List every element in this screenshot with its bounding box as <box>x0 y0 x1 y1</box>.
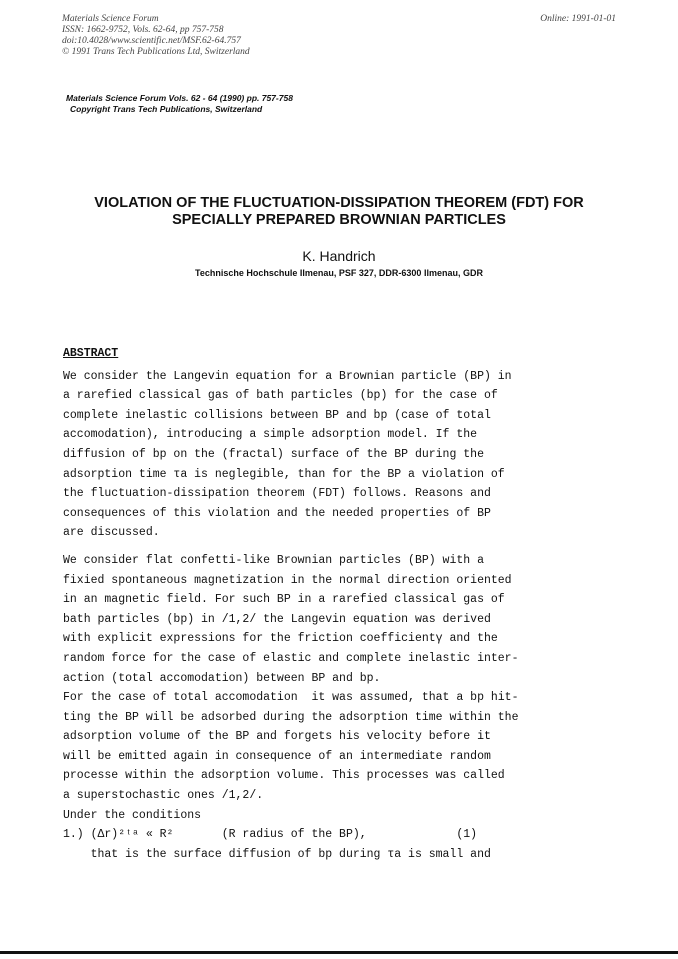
equation-line: 1.) (Δr)²ᵗᵃ « R² (R radius of the BP), (1) <box>63 828 478 842</box>
abstract-line: complete inelastic collisions between BP and bp (case of total <box>63 408 491 422</box>
body-line: bath particles (bp) in /1,2/ the Langevin equation was derived <box>63 612 491 626</box>
body-paragraph-3 <box>63 806 608 865</box>
meta-doi: doi:10.4028/www.scientific.net/MSF.62-64.757 <box>62 36 241 46</box>
meta-copyright: © 1991 Trans Tech Publications Ltd, Switzerland <box>62 47 250 57</box>
body-line: Under the conditions <box>63 808 202 822</box>
body-paragraph-2 <box>63 688 608 806</box>
online-date: Online: 1991-01-01 <box>540 14 616 24</box>
body-line: action (total accomodation) between BP and bp. <box>63 671 381 685</box>
abstract-line: the fluctuation-dissipation theorem (FDT) follows. Reasons and <box>63 487 491 501</box>
body-line: random force for the case of elastic and complete inelastic inter- <box>63 651 519 665</box>
body-line: adsorption volume of the BP and forgets his velocity before it <box>63 730 491 744</box>
body-line: processe within the adsorption volume. This processes was called <box>63 769 505 783</box>
meta-journal: Materials Science Forum <box>62 14 159 24</box>
body-line: fixied spontaneous magnetization in the normal direction oriented <box>63 573 512 587</box>
author-name: K. Handrich <box>302 248 376 264</box>
abstract-heading: ABSTRACT <box>63 347 119 360</box>
journal-citation <box>66 93 293 115</box>
title-line-2: SPECIALLY PREPARED BROWNIAN PARTICLES <box>172 212 506 228</box>
paper-body <box>63 344 608 864</box>
abstract-line: We consider the Langevin equation for a Brownian particle (BP) in <box>63 369 512 383</box>
journal-volume-line: Materials Science Forum Vols. 62 - 64 (1990) pp. 757-758 <box>66 93 293 103</box>
abstract-line: consequences of this violation and the needed properties of BP <box>63 506 491 520</box>
abstract-line: a rarefied classical gas of bath particles (bp) for the case of <box>63 389 498 403</box>
body-line: a superstochastic ones /1,2/. <box>63 789 264 803</box>
body-line: For the case of total accomodation it was assumed, that a bp hit- <box>63 691 519 705</box>
body-line: that is the surface diffusion of bp during τa is small and <box>63 847 491 861</box>
journal-copyright-line: Copyright Trans Tech Publications, Switzerland <box>70 104 263 114</box>
publication-meta <box>62 14 250 58</box>
bottom-rule <box>0 951 678 954</box>
body-paragraph-1 <box>63 551 608 688</box>
abstract-line: diffusion of bp on the (fractal) surface of the BP during the <box>63 447 484 461</box>
abstract-line: are discussed. <box>63 526 160 540</box>
meta-issn: ISSN: 1662-9752, Vols. 62-64, pp 757-758 <box>62 25 224 35</box>
body-line: We consider flat confetti-like Brownian particles (BP) with a <box>63 553 484 567</box>
title-line-1: VIOLATION OF THE FLUCTUATION-DISSIPATION THEOREM (FDT) FOR <box>94 195 584 211</box>
body-line: ting the BP will be adsorbed during the adsorption time within the <box>63 710 519 724</box>
abstract-text <box>63 367 608 543</box>
paper-title <box>40 195 638 229</box>
abstract-line: adsorption time τa is neglegible, than for the BP a violation of <box>63 467 505 481</box>
body-line: with explicit expressions for the friction coefficientγ and the <box>63 632 498 646</box>
author-affiliation: Technische Hochschule Ilmenau, PSF 327, DDR-6300 Ilmenau, GDR <box>195 268 483 278</box>
abstract-line: accomodation), introducing a simple adsorption model. If the <box>63 428 478 442</box>
body-line: in an magnetic field. For such BP in a rarefied classical gas of <box>63 593 505 607</box>
body-line: will be emitted again in consequence of an intermediate random <box>63 749 491 763</box>
